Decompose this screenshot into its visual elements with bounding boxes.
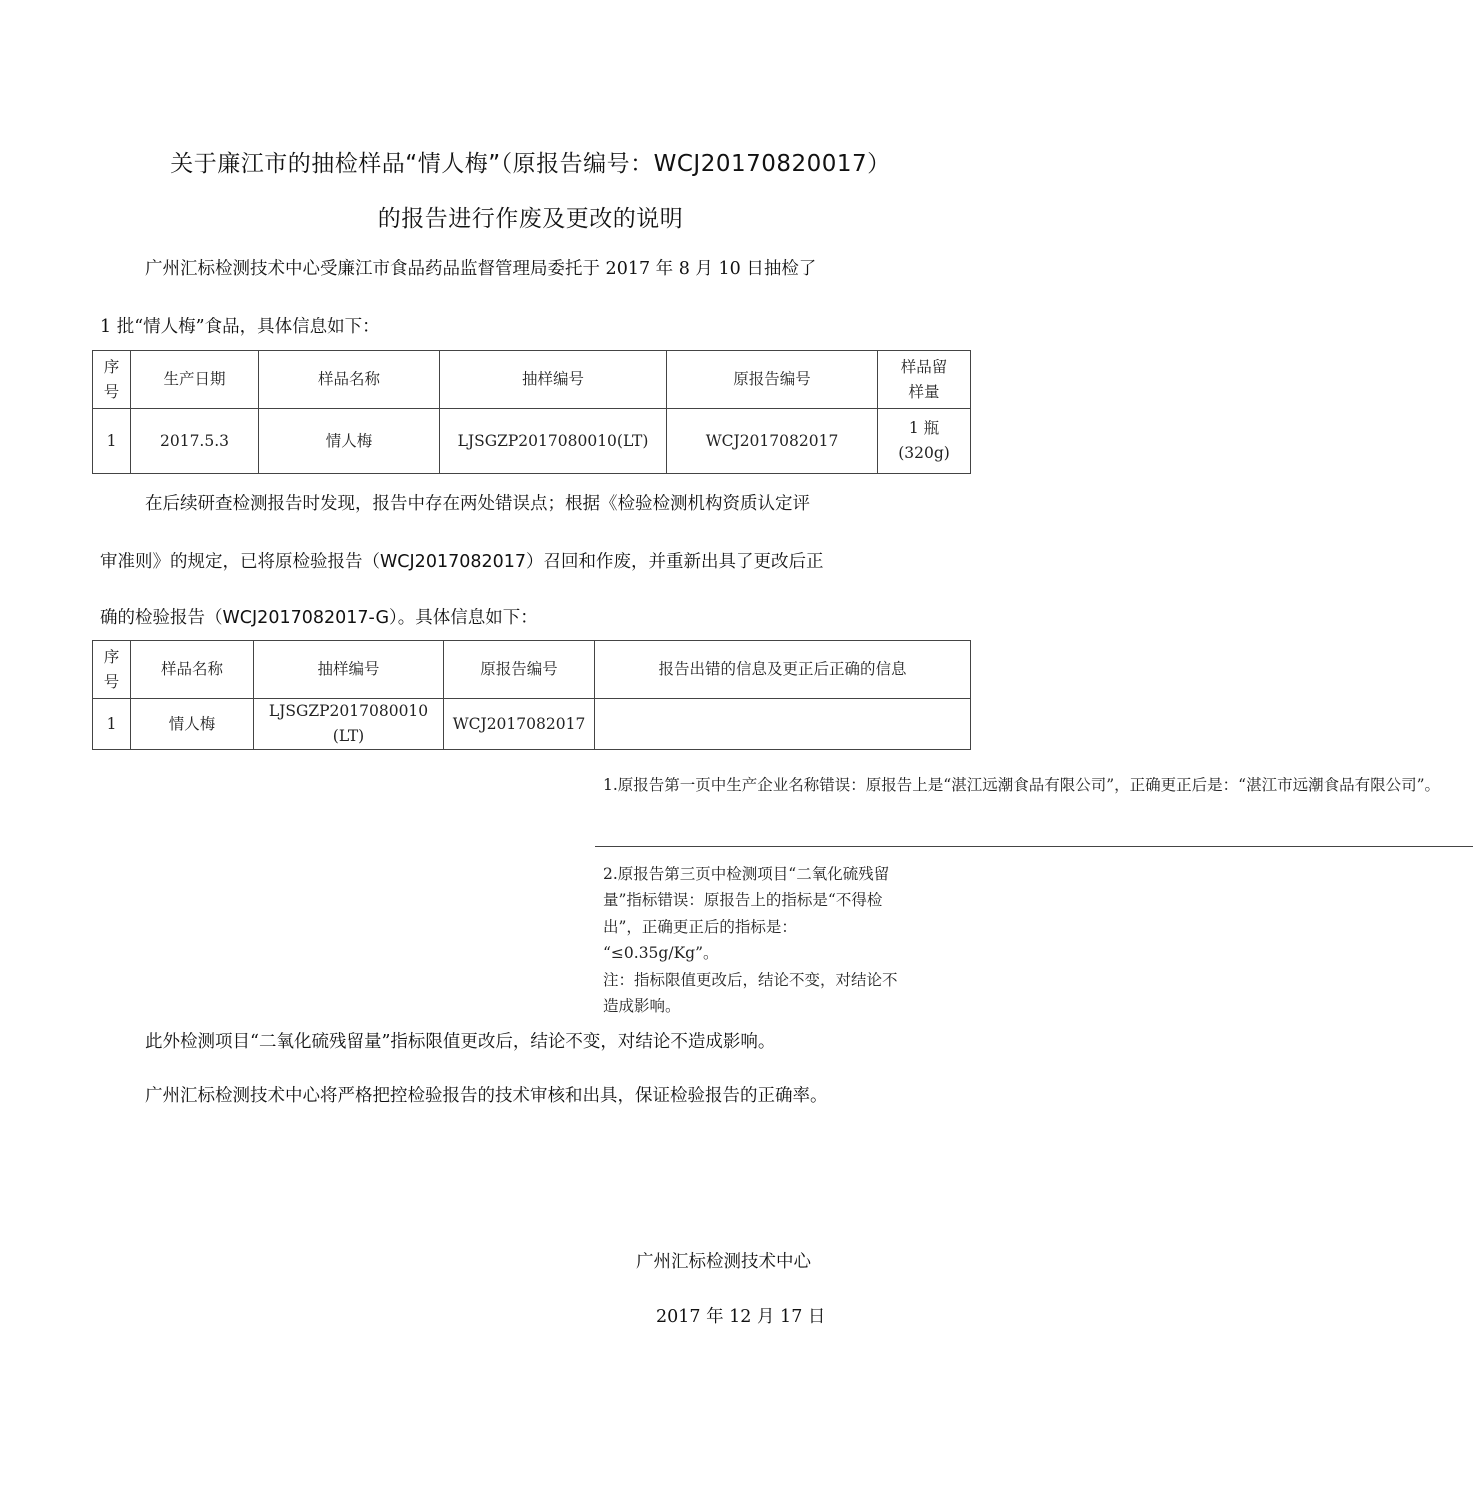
correction-item-2-line: 造成影响。 bbox=[603, 997, 681, 1015]
table-cell: 1 bbox=[93, 699, 131, 750]
correction-info-cell bbox=[595, 699, 1440, 1015]
header-cell: 样品名称 bbox=[131, 641, 254, 699]
header-cell: 原报告编号 bbox=[444, 641, 595, 699]
middle-paragraph-line2: 审准则》的规定，已将原检验报告（WCJ2017082017）召回和作废，并重新出具了更改后正 bbox=[100, 552, 824, 572]
middle-paragraph-line3: 确的检验报告（WCJ2017082017-G）。具体信息如下： bbox=[100, 608, 538, 628]
table-cell: WCJ2017082017 bbox=[444, 699, 595, 750]
correction-item-2-line: 注：指标限值更改后，结论不变，对结论不 bbox=[603, 970, 898, 989]
table-row bbox=[93, 409, 971, 474]
header-cell: 抽样编号 bbox=[254, 641, 444, 699]
table-cell: 2017.5.3 bbox=[131, 409, 259, 474]
table-cell: 情人梅 bbox=[259, 409, 440, 474]
table-row bbox=[93, 699, 971, 750]
correction-table bbox=[92, 640, 1440, 1015]
header-cell: 生产日期 bbox=[131, 351, 259, 409]
table-cell: 1 瓶 (320g) bbox=[878, 409, 971, 474]
table-header-row bbox=[93, 351, 971, 409]
table-cell: WCJ2017082017 bbox=[667, 409, 878, 474]
header-cell: 原报告编号 bbox=[667, 351, 878, 409]
intro-paragraph-line2: 1 批“情人梅”食品，具体信息如下： bbox=[100, 317, 380, 337]
middle-paragraph-line1: 在后续研查检测报告时发现，报告中存在两处错误点；根据《检验检测机构资质认定评 bbox=[145, 494, 810, 514]
header-cell: 序 号 bbox=[93, 351, 131, 409]
intro-paragraph-line1: 广州汇标检测技术中心受廉江市食品药品监督管理局委托于 2017 年 8 月 10 日抽检了 bbox=[145, 259, 817, 279]
header-cell: 报告出错的信息及更正后正确的信息 bbox=[595, 641, 971, 699]
table-cell: LJSGZP2017080010(LT) bbox=[440, 409, 667, 474]
table-header-row bbox=[93, 641, 971, 699]
closing-paragraph-line2: 广州汇标检测技术中心将严格把控检验报告的技术审核和出具，保证检验报告的正确率。 bbox=[145, 1086, 828, 1106]
document-title-line1: 关于廉江市的抽检样品“情人梅”（原报告编号：WCJ20170820017） bbox=[170, 151, 891, 177]
sample-info-table bbox=[92, 350, 971, 474]
correction-item-2-line: “≤0.35g/Kg”。 bbox=[603, 944, 719, 962]
correction-item-2 bbox=[595, 847, 1473, 1034]
report-code: WCJ2017082017 bbox=[380, 552, 527, 572]
report-code: WCJ2017082017-G bbox=[222, 608, 390, 628]
correction-info-list bbox=[595, 724, 1473, 1033]
table-cell: LJSGZP2017080010 (LT) bbox=[254, 699, 444, 750]
correction-item-2-line: 出”，正确更正后的指标是： bbox=[603, 917, 797, 936]
table-cell: 情人梅 bbox=[131, 699, 254, 750]
header-cell: 抽样编号 bbox=[440, 351, 667, 409]
closing-paragraph-line1: 此外检测项目“二氧化硫残留量”指标限值更改后，结论不变，对结论不造成影响。 bbox=[145, 1032, 776, 1052]
document-title-line2: 的报告进行作废及更改的说明 bbox=[377, 206, 684, 232]
header-cell: 序 号 bbox=[93, 641, 131, 699]
correction-item-2-line: 2.原报告第三页中检测项目“二氧化硫残留 bbox=[603, 864, 890, 883]
signature-organization: 广州汇标检测技术中心 bbox=[636, 1252, 811, 1272]
signature-date: 2017 年 12 月 17 日 bbox=[656, 1307, 826, 1327]
header-cell: 样品留 样量 bbox=[878, 351, 971, 409]
table-cell: 1 bbox=[93, 409, 131, 474]
correction-item-1: 1.原报告第一页中生产企业名称错误：原报告上是“湛江远潮食品有限公司”，正确更正后是：“湛江市远潮食品有限公司”。 bbox=[595, 724, 1473, 847]
header-cell: 样品名称 bbox=[259, 351, 440, 409]
correction-item-2-line: 量”指标错误：原报告上的指标是“不得检 bbox=[603, 891, 883, 909]
